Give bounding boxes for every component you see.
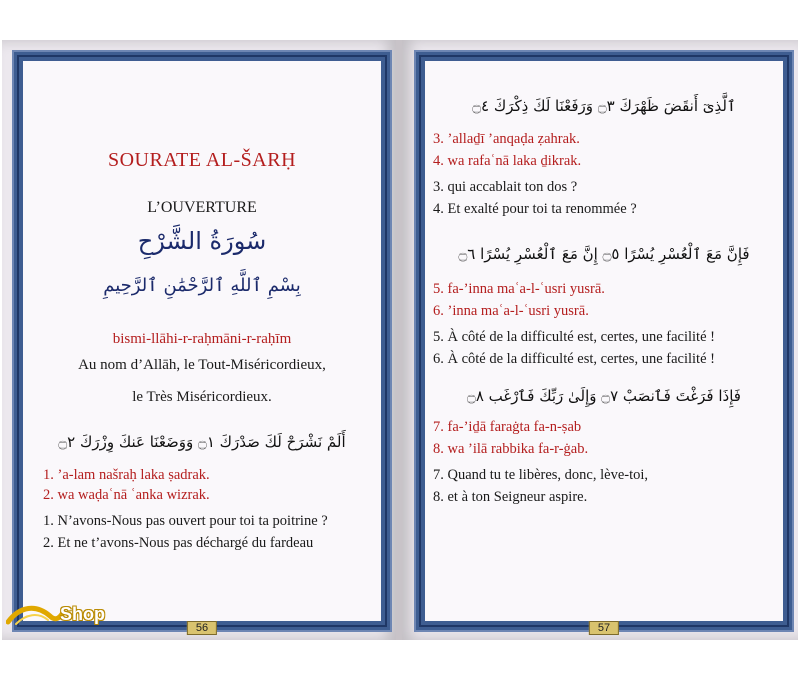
left-page-border: [14, 52, 390, 634]
transliteration-verse-4: 4. wa rafaʿnā laka ḏikrak.: [433, 153, 582, 169]
transliteration-verse-1: 1. ’a-lam našraḥ laka ṣadrak.: [43, 467, 210, 483]
translation-verse-6: 6. À côté de la difficulté est, certes, une facilité !: [433, 351, 715, 367]
right-page: [400, 40, 798, 640]
transliteration-verse-8: 8. wa ’ilā rabbika fa-r-ġab.: [433, 441, 589, 457]
transliteration-verse-5: 5. fa-’inna maʿa-l-ʿusri yusrā.: [433, 281, 605, 297]
surah-subtitle: L’OUVERTURE: [147, 199, 257, 216]
translation-verse-7: 7. Quand tu te libères, donc, lève-toi,: [433, 467, 649, 483]
page-number: 57: [589, 621, 619, 635]
basmala-calligraphy: بِسْمِ ٱللَّهِ ٱلرَّحْمَٰنِ ٱلرَّحِيمِ: [103, 275, 301, 296]
surah-title: SOURATE AL-ŠARḤ: [107, 149, 297, 171]
arabic-verses-1-2: أَلَمْ نَشْرَحْ لَكَ صَدْرَكَ ۝١ وَوَضَعْنَا عَنكَ وِزْرَكَ ۝٢: [58, 433, 346, 451]
right-page-content: [425, 61, 783, 621]
transliteration-verse-6: 6. ’inna maʿa-l-ʿusri yusrā.: [433, 303, 589, 319]
basmala-translation-line-1: Au nom d’Allāh, le Tout-Miséricordieux,: [78, 357, 326, 373]
translation-verse-8: 8. et à ton Seigneur aspire.: [433, 489, 588, 505]
transliteration-verse-2: 2. wa waḍaʿnā ʿanka wizrak.: [43, 487, 210, 503]
translation-verse-4: 4. Et exalté pour toi ta renommée ?: [433, 201, 637, 217]
translation-verse-3: 3. qui accablait ton dos ?: [433, 179, 578, 195]
translation-verse-1: 1. N’avons-Nous pas ouvert pour toi ta poitrine ?: [43, 513, 328, 529]
arabic-verses-3-4: ٱلَّذِىٓ أَنقَضَ ظَهْرَكَ ۝٣ وَرَفَعْنَا لَكَ ذِكْرَكَ ۝٤: [472, 97, 736, 115]
shop-logo-text: Shop: [60, 604, 105, 624]
translation-verse-5: 5. À côté de la difficulté est, certes, une facilité !: [433, 329, 715, 345]
arabic-verses-7-8: فَإِذَا فَرَغْتَ فَٱنصَبْ ۝٧ وَإِلَىٰ رَبِّكَ فَٱرْغَب ۝٨: [467, 387, 741, 405]
right-page-border: [416, 52, 792, 634]
left-page: [2, 40, 398, 640]
basmala-translation-line-2: le Très Miséricordieux.: [132, 389, 272, 405]
transliteration-verse-3: 3. ’allaḏī ’anqaḍa ẓahrak.: [433, 131, 580, 147]
book-gutter: [396, 40, 402, 640]
translation-verse-2: 2. Et ne t’avons-Nous pas déchargé du fardeau: [43, 535, 314, 551]
page-number: 56: [187, 621, 217, 635]
surah-calligraphy: سُورَةُ الشَّرْحِ: [137, 227, 267, 255]
basmala-transliteration: bismi-llāhi-r-raḥmāni-r-raḥīm: [112, 331, 292, 347]
transliteration-verse-7: 7. fa-’iḏā faraġta fa-n-ṣab: [433, 419, 582, 435]
left-page-content: [23, 61, 381, 621]
arabic-verses-5-6: فَإِنَّ مَعَ ٱلْعُسْرِ يُسْرًا ۝٥ إِنَّ مَعَ ٱلْعُسْرِ يُسْرًا ۝٦: [458, 245, 750, 263]
